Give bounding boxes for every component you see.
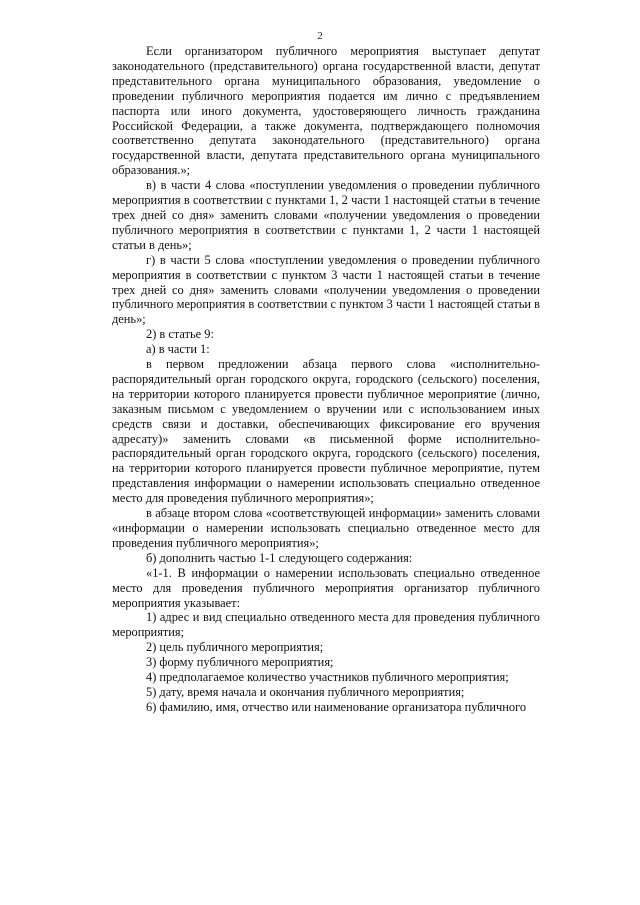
paragraph: 4) предполагаемое количество участников публичного мероприятия; xyxy=(146,670,509,685)
paragraph: 2) в статье 9: xyxy=(146,327,214,342)
document-body xyxy=(112,44,540,715)
paragraph: 6) фамилию, имя, отчество или наименование организатора публичного xyxy=(146,699,527,714)
paragraph: Если организатором публичного мероприятия выступает депутат законодательного (представительного) органа государственной власти, депутат представительного органа муниципального образования, уведомление о проведении публичного мероприятия подается им лично с предъявлением паспорта или иного документа, удостоверяющего личность гражданина Российской Федерации, а также документа, подтверждающего полномочия соответственно депутата законодательного (представительного) органа государственной власти, депутата представительного органа муниципального образования.»; xyxy=(112,44,540,178)
paragraph: г) в части 5 слова «поступлении уведомления о проведении публичного мероприятия в соответствии с пунктом 3 части 1 настоящей статьи в течение трех дней со дня» заменить словами «получении уведомления о проведении публичного мероприятия в соответствии с пунктом 3 части 1 настоящей статьи в день»; xyxy=(112,252,540,327)
paragraph: а) в части 1: xyxy=(146,342,210,357)
paragraph: «1-1. В информации о намерении использовать специально отведенное место для проведения публичного мероприятия организатор публичного мероприятия указывает: xyxy=(112,565,540,610)
page-number: 2 xyxy=(317,30,323,42)
paragraph: в абзаце втором слова «соответствующей информации» заменить словами «информации о намерении использовать специально отведенное место для проведения публичного мероприятия»; xyxy=(112,506,540,550)
paragraph: 2) цель публичного мероприятия; xyxy=(146,640,324,655)
paragraph: б) дополнить частью 1-1 следующего содержания: xyxy=(146,550,413,565)
paragraph: 5) дату, время начала и окончания публичного мероприятия; xyxy=(146,684,465,699)
paragraph: в) в части 4 слова «поступлении уведомления о проведении публичного мероприятия в соответствии с пунктами 1, 2 части 1 настоящей статьи в течение трех дней со дня» заменить словами «получении уведомления о проведении публичного мероприятия в соответствии с пунктами 1, 2 части 1 настоящей статьи в день»; xyxy=(112,178,540,252)
paragraph: 3) форму публичного мероприятия; xyxy=(146,655,334,670)
paragraph: в первом предложении абзаца первого слова «исполнительно-распорядительный орган городского округа, городского (сельского) поселения, на территории которого планируется провести публичное мероприятие (лично, заказным письмом с уведомлением о вручении или с использованием иных средств связи и доставки, обеспечивающих фиксирование его вручения адресату)» заменить словами «в письменной форме исполнительно-распорядительный орган городского округа, городского (сельского) поселения, на территории которого планируется провести публичное мероприятие, путем представления информации о намерении использовать специально отведенное место для проведения публичного мероприятия»; xyxy=(112,357,540,506)
paragraph: 1) адрес и вид специально отведенного места для проведения публичного мероприятия; xyxy=(112,610,540,640)
